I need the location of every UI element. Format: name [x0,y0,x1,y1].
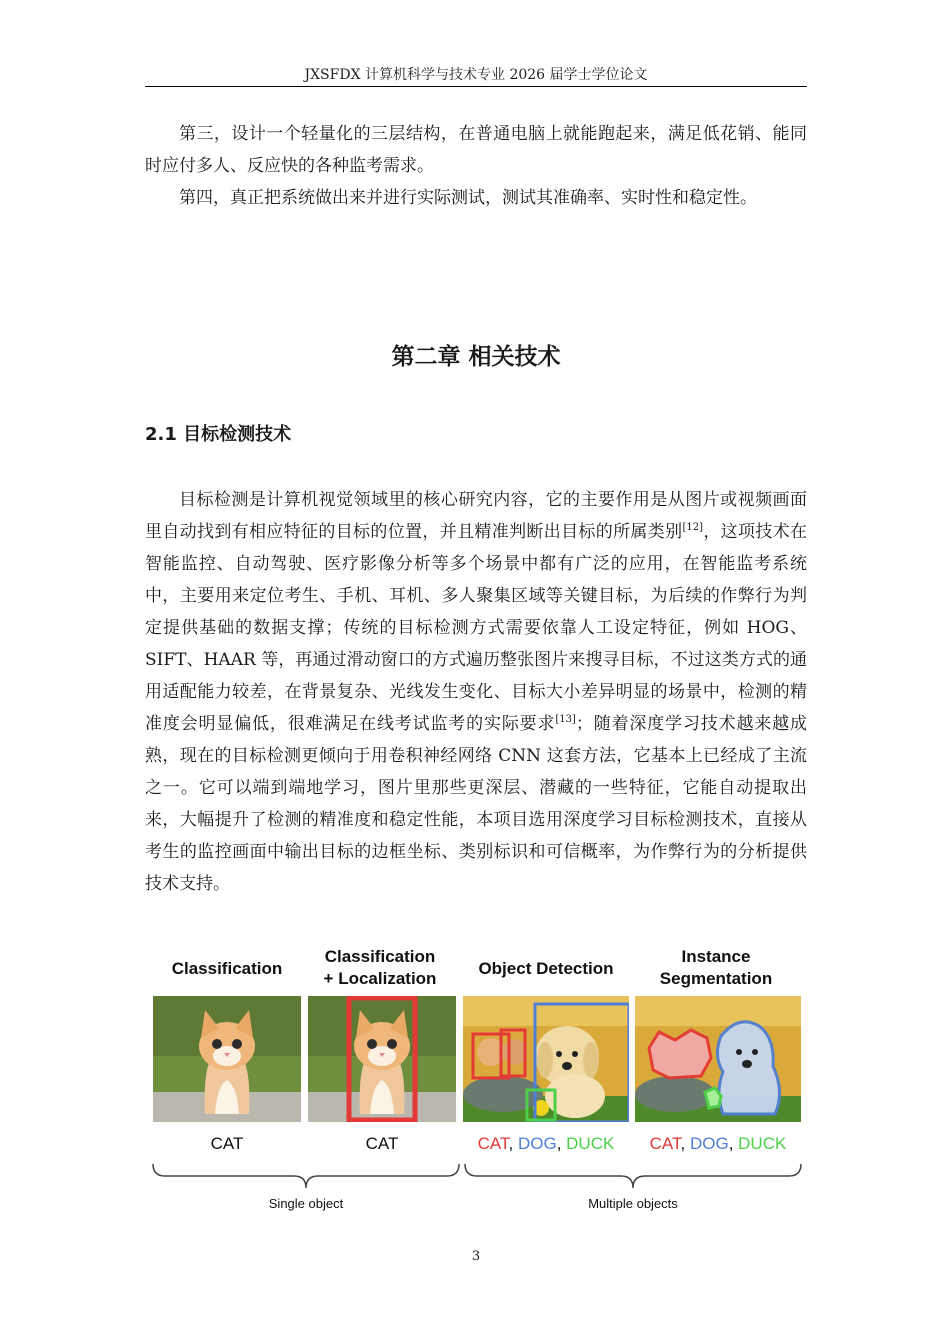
label-det-dog: DOG [517,1134,557,1153]
pets-photo-detection [463,996,629,1122]
body-text-part3: ；随着深度学习技术越来越成熟，现在的目标检测更倾向于用卷积神经网络 CNN 这套方法，它基本上已经成了主流之一。它可以端到端地学习，图片里那些更深层、潜藏的一些特征，它能自动提取出来，大幅提升了检测的精准度和稳定性能，本项目选用深度学习目标检测技术，直接从考生的监控画面中输出目标的边框坐标、类别标识和可信概率，为作弊行为的分析提供技术支持。 [145,714,808,894]
page-number: 3 [471,1249,481,1264]
label-seg-dog: DOG [689,1134,729,1153]
label-segmentation-classes: CAT, DOG, DUCK [649,1134,787,1153]
heading-classification: Classification [171,959,283,978]
label-cat-classification: CAT [210,1134,244,1153]
header-rule [145,86,807,87]
heading-instance-segmentation [633,946,799,990]
detection-tasks-figure [145,940,807,1220]
intro-paragraph-4: 第四，真正把系统做出来并进行实际测试，测试其准确率、实时性和稳定性。 [179,188,757,208]
citation-13: [13] [555,714,576,725]
single-object-brace [151,1162,461,1196]
label-det-cat: CAT [477,1134,509,1153]
label-seg-cat: CAT [649,1134,681,1153]
cat-mask [649,1030,711,1078]
citation-12: [12] [682,522,703,533]
multiple-objects-label: Multiple objects [588,1196,678,1211]
single-object-label: Single object [268,1196,344,1211]
heading-seg-line2: Segmentation [659,969,773,988]
label-cat-localization: CAT [365,1134,399,1153]
chapter-title: 第二章 相关技术 [391,344,561,370]
label-detection-classes: CAT, DOG, DUCK [477,1134,615,1153]
duck-mask [705,1088,721,1108]
body-text-part1: 目标检测是计算机视觉领域里的核心研究内容，它的主要作用是从图片或视频画面里自动找到有相应特征的目标的位置，并且精准判断出目标的所属类别 [145,490,807,542]
heading-cls-loc-line1: Classification [324,947,436,966]
kitten-photo-classification [153,996,301,1122]
body-paragraph [145,484,807,900]
label-det-duck: DUCK [566,1134,615,1153]
running-header: JXSFDX 计算机科学与技术专业 2026 届学士学位论文 [304,67,648,83]
body-text-part2: ，这项技术在智能监控、自动驾驶、医疗影像分析等多个场景中都有广泛的应用，在智能监考系统中，主要用来定位考生、手机、耳机、多人聚集区域等关键目标，为后续的作弊行为判定提供基础的数据支撑；传统的目标检测方式需要依靠人工设定特征，例如 HOG、SIFT、HAAR 等，再通过滑动窗口的方式遍历整张图片来搜寻目标，不过这类方式的通用适配能力较差，在背景复杂、光线发生变化、目标大小差异明显的场景中，检测的精准度会明显偏低，很难满足在线考试监考的实际要求 [145,522,808,734]
pets-photo-segmentation [635,996,801,1122]
heading-object-detection: Object Detection [478,959,614,978]
kitten-photo-localization [308,996,456,1122]
label-seg-duck: DUCK [738,1134,787,1153]
heading-cls-loc-line2: + Localization [323,969,437,988]
section-title: 2.1 目标检测技术 [145,424,292,445]
multiple-objects-brace [463,1162,803,1196]
heading-classification-localization [305,946,455,990]
heading-seg-line1: Instance [681,947,751,966]
intro-paragraph-3: 第三，设计一个轻量化的三层结构，在普通电脑上就能跑起来，满足低花销、能同时应付多人、反应快的各种监考需求。 [145,124,807,176]
